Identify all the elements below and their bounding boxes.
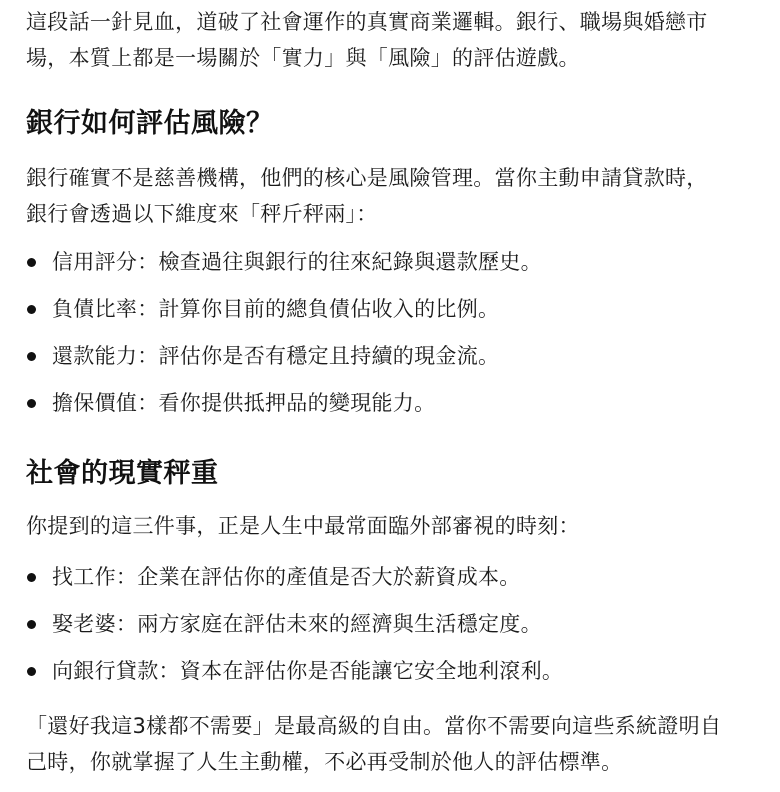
bullet-dot-icon (27, 620, 36, 629)
list-item (26, 293, 542, 325)
bullet-dot-icon (27, 352, 36, 361)
bullet-dot-icon (27, 258, 36, 267)
list-item-text: 找工作：企業在評估你的產值是否大於薪資成本。 (52, 565, 521, 589)
bullet-dot-icon (27, 667, 36, 676)
list-item-text: 擔保價值：看你提供抵押品的變現能力。 (52, 391, 436, 415)
section2-line-1: 你提到的這三件事，正是人生中最常面臨外部審視的時刻： (26, 514, 580, 538)
intro-paragraph (26, 4, 708, 76)
bullet-dot-icon (27, 573, 36, 582)
section1-line-2: 銀行會透過以下維度來「秤斤秤兩」： (26, 202, 378, 226)
bullet-dot-icon (27, 399, 36, 408)
list-item-text: 向銀行貸款：資本在評估你是否能讓它安全地利滾利。 (52, 659, 564, 683)
section2-paragraph (26, 508, 580, 544)
section1-paragraph (26, 160, 708, 232)
list-item-text: 還款能力：評估你是否有穩定且持續的現金流。 (52, 344, 500, 368)
conclusion-paragraph (26, 708, 721, 780)
section1-bullet-list (26, 246, 542, 419)
intro-line-2: 場，本質上都是一場關於「實力」與「風險」的評估遊戲。 (26, 46, 580, 70)
list-item (26, 655, 563, 687)
intro-line-1: 這段話一針見血，道破了社會運作的真實商業邏輯。銀行、職場與婚戀市 (26, 10, 708, 34)
section-heading-bank-risk: 銀行如何評估風險？ (26, 108, 274, 139)
list-item (26, 387, 542, 419)
section-heading-social-reality: 社會的現實秤重 (26, 458, 219, 489)
list-item-text: 負債比率：計算你目前的總負債佔收入的比例。 (52, 297, 500, 321)
conclusion-line-1: 「還好我這3樣都不需要」是最高級的自由。當你不需要向這些系統證明自 (26, 714, 722, 738)
list-item (26, 246, 542, 278)
list-item-text: 娶老婆：兩方家庭在評估未來的經濟與生活穩定度。 (52, 612, 542, 636)
list-item (26, 340, 542, 372)
conclusion-line-2: 己時，你就掌握了人生主動權，不必再受制於他人的評估標準。 (26, 750, 623, 774)
list-item (26, 561, 563, 593)
bullet-dot-icon (27, 305, 36, 314)
section2-bullet-list (26, 561, 563, 687)
list-item (26, 608, 563, 640)
list-item-text: 信用評分：檢查過往與銀行的往來紀錄與還款歷史。 (52, 250, 542, 274)
section1-line-1: 銀行確實不是慈善機構，他們的核心是風險管理。當你主動申請貸款時， (26, 166, 708, 190)
